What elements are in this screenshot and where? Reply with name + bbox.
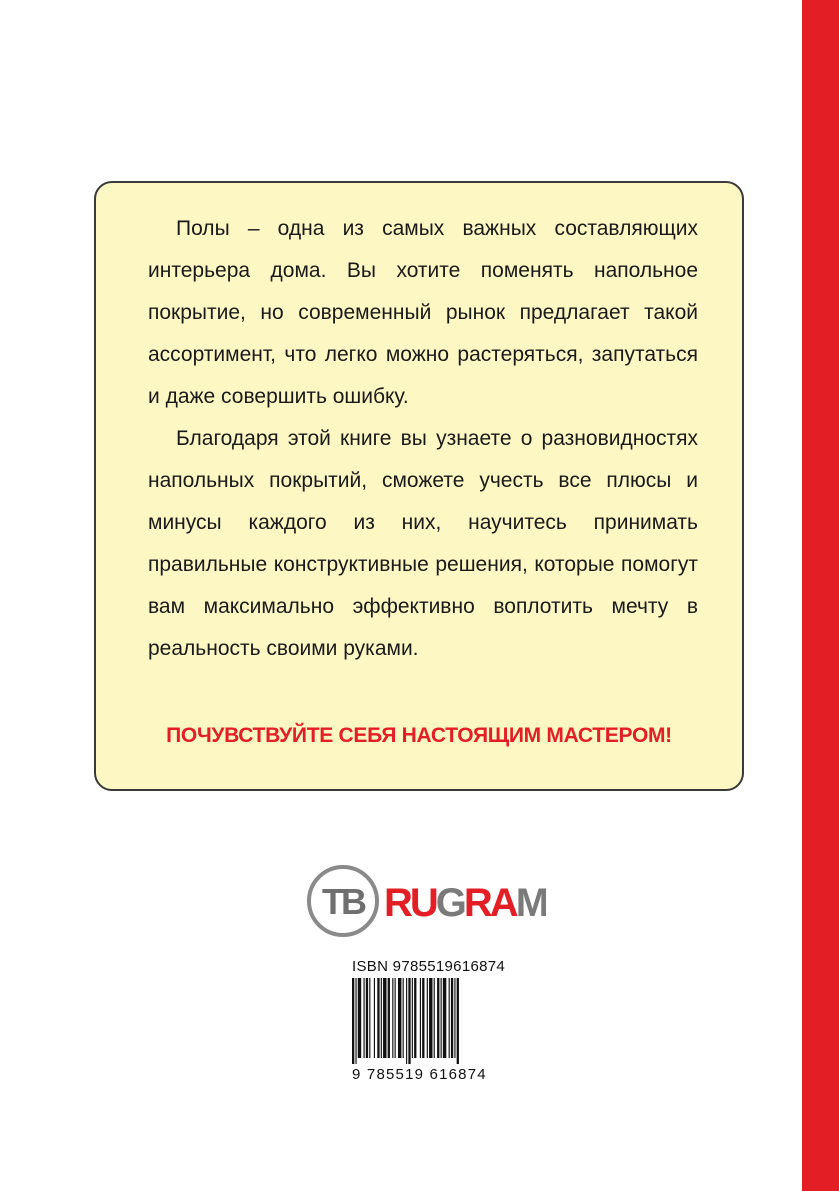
- barcode-bar: [406, 978, 407, 1064]
- blurb-box: [94, 181, 744, 791]
- barcode-bar: [355, 978, 356, 1064]
- barcode-bar: [388, 978, 390, 1058]
- barcode-bar: [352, 978, 354, 1064]
- barcode-bar: [383, 978, 386, 1058]
- barcode-bar: [449, 978, 450, 1058]
- barcode-bar: [422, 978, 424, 1058]
- barcode-bar: [403, 978, 404, 1058]
- barcode-bar: [437, 978, 439, 1058]
- tagline: ПОЧУВСТВУЙТЕ СЕБЯ НАСТОЯЩИМ МАСТЕРОМ!: [166, 724, 672, 747]
- barcode-bar: [427, 978, 428, 1058]
- barcode-bar: [364, 978, 365, 1058]
- barcode-bar: [454, 978, 455, 1058]
- barcode-bar: [441, 978, 442, 1058]
- isbn-barcode: [352, 978, 502, 1064]
- logo-wordmark: RUGRAM: [384, 881, 546, 925]
- isbn-label: ISBN 9785519616874: [352, 958, 506, 975]
- barcode-bar: [398, 978, 401, 1058]
- barcode-bar: [408, 978, 410, 1064]
- barcode-digits: 9 785519 616874: [352, 1066, 487, 1083]
- barcode-bar: [377, 978, 379, 1058]
- barcode-bar: [429, 978, 432, 1058]
- red-spine-strip: [802, 0, 839, 1191]
- barcode-bar: [374, 978, 375, 1058]
- barcode-bar: [457, 978, 459, 1064]
- barcode-bar: [420, 978, 421, 1058]
- barcode-bar: [395, 978, 396, 1058]
- barcode-bar: [381, 978, 382, 1058]
- publisher-logo-icon: [309, 867, 377, 935]
- blurb-paragraph-1: Полы – одна из самых важных составляющих интерьера дома. Вы хотите поменять напольное покрытие, но современный рынок предлагает такой ассортимент, что легко можно растеряться, запутаться и даже совершить ошибку.: [148, 217, 698, 408]
- publisher-logo: [306, 864, 546, 938]
- barcode-bar: [366, 978, 368, 1058]
- blurb-paragraph-2: Благодаря этой книге вы узнаете о разновидностях напольных покрытий, сможете учесть все плюсы и минусы каждого из них, научитесь принимать правильные конструктивные решения, которые помогут вам максимально эффективно воплотить мечту в реальность своими руками.: [148, 427, 698, 660]
- barcode-bar: [412, 978, 413, 1058]
- barcode-bar: [414, 978, 416, 1058]
- barcode-bar: [358, 978, 361, 1058]
- barcode-bar: [434, 978, 435, 1058]
- barcode-bar: [369, 978, 370, 1058]
- logo-monogram: ТВ: [322, 881, 364, 922]
- barcode-bar: [392, 978, 393, 1058]
- barcode-bar: [451, 978, 453, 1058]
- barcode-bar: [443, 978, 446, 1058]
